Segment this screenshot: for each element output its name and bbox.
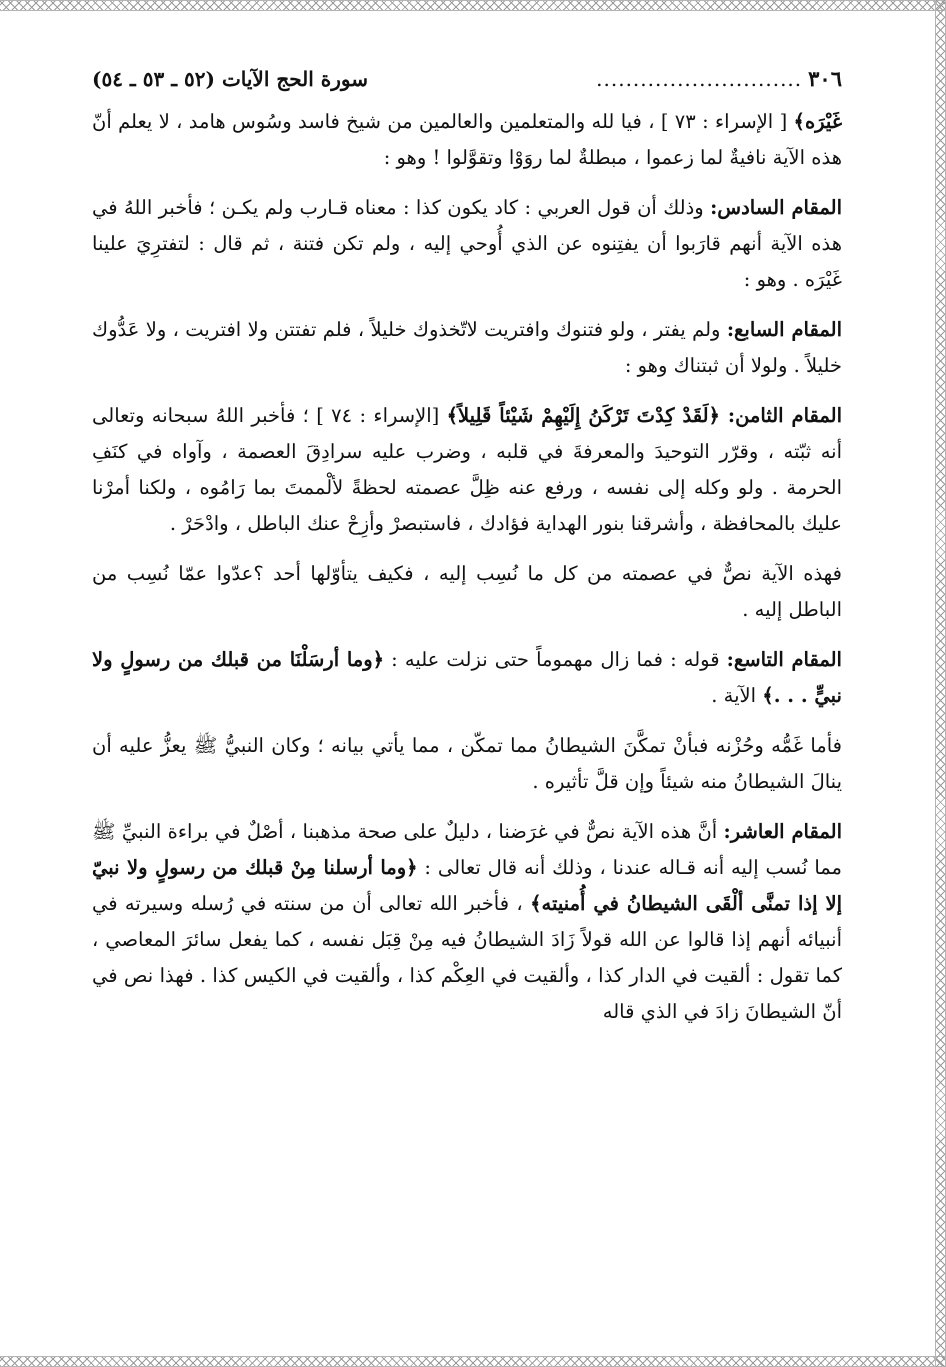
quran-quote: ﴿وما أرسلنا مِنْ قبلك من رسولٍ ولا نبيّ إلا إذا تمنَّى ألْقَى الشيطانُ في أُمنيته﴾ bbox=[92, 856, 842, 915]
text-segment: فهذه الآية نصٌّ في عصمته من كل ما نُسِب إليه ، فكيف يتأوّلها أحد ؟عدّوا عمّا نُسِب من الباطل إليه . bbox=[92, 562, 842, 621]
header-dots: ............................ bbox=[596, 67, 803, 91]
paragraph bbox=[92, 814, 842, 1030]
page-content bbox=[92, 66, 842, 1044]
quran-quote: ﴿وما أرسَلْنَا من قبلك من رسولٍ ولا نبيٍّ . . .﴾ bbox=[92, 648, 842, 707]
paragraph bbox=[92, 398, 842, 542]
text-segment: وذلك أن قول العربي : كاد يكون كذا : معناه قـارب ولم يكـن ؛ فأخبر اللهُ في هذه الآية أنهم قارَبوا أن يفتِنوه عن الذي أُوحي إليه ، ولم تكن فتنة ، ثم قال : لتفترِيَ علينا غَيْرَه . وهو : bbox=[92, 196, 842, 291]
page-border-top bbox=[0, 0, 946, 11]
body-text bbox=[92, 104, 842, 1030]
page-number: ٣٠٦ bbox=[808, 66, 842, 91]
section-lead: المقام التاسع: bbox=[726, 648, 842, 671]
quran-quote: ﴿لَقَدْ كِدْتَ تَرْكَنُ إِلَيْهِمْ شَيْئاً قَلِيلاً﴾ bbox=[446, 404, 728, 427]
chapter-title: سورة الحج الآيات (٥٢ ـ ٥٣ ـ ٥٤) bbox=[92, 67, 369, 91]
text-segment: الآية . bbox=[711, 684, 763, 707]
text-segment: [ الإسراء : ٧٣ ] ، فيا لله والمتعلمين والعالمين من شيخ فاسد وسُوس هامد ، لا يعلم أنّ هذه الآية نافيةٌ لما زعموا ، مبطلةٌ لما روَوْا وتقوَّلوا ! وهو : bbox=[92, 110, 842, 169]
section-lead: المقام السابع: bbox=[726, 318, 842, 341]
paragraph bbox=[92, 728, 842, 800]
running-header bbox=[92, 66, 842, 104]
text-segment: قوله : فما زال مهموماً حتى نزلت عليه : bbox=[384, 648, 727, 671]
section-lead: المقام الثامن: bbox=[727, 404, 843, 427]
text-segment: أنَّ هذه الآية نصٌّ في غرَضنا ، دليلٌ على صحة مذهبنا ، أصْلٌ في براءة النبيِّ ﷺ مما نُسب إليه أنه قـاله عندنا ، وذلك أنه قال تعالى : bbox=[92, 820, 842, 879]
paragraph bbox=[92, 190, 842, 298]
text-segment: [الإسراء : ٧٤ ] ؛ فأخبر اللهُ سبحانه وتعالى أنه ثبّته ، وقرّر التوحيدَ والمعرفةَ في قلبه ، وضرب عليه سرادِقَ العصمة ، وآواه في كنَفِ الحرمة . ولو وكله إلى نفسه ، ورفع عنه ظِلَّ عصمته لحظةً لألْممتَ بما رَامُوه ، ولكنا أمرْنا عليك بالمحافظة ، وأشرقنا بنور الهداية فؤادك ، فاستبصرْ وأزِحْ عنك الباطل ، وادْحَرْ . bbox=[92, 404, 842, 535]
section-lead: المقام السادس: bbox=[710, 196, 842, 219]
paragraph bbox=[92, 104, 842, 176]
text-segment: فأما غَمُّه وحُزْنه فبأنْ تمكَّنَ الشيطانُ مما تمكّن ، مما يأتي بيانه ؛ وكان النبيُّ ﷺ يعزُّ عليه أن ينالَ الشيطانُ منه شيئاً وإن قلَّ تأثيره . bbox=[92, 734, 842, 793]
page-border-right bbox=[935, 0, 946, 1367]
page-border-bottom bbox=[0, 1356, 946, 1367]
text-segment: ، فأخبر الله تعالى أن من سنته في رُسله وسيرته في أنبيائه أنهم إذا قالوا عن الله قولاً زَادَ الشيطانُ فيه مِنْ قِبَل نفسه ، كما يفعل سائرَ المعاصي ، كما تقول : ألقيت في الدار كذا ، وألقيت في العِكْم كذا ، وألقيت في الكيس كذا . فهذا نص في أنّ الشيطانَ زادَ في الذي قاله bbox=[92, 892, 842, 1023]
text-segment: ولم يفتر ، ولو فتنوك وافتريت لاتّخذوك خليلاً ، فلم تفتتن ولا افتريت ، ولا عَدُّوك خليلاً . ولولا أن ثبتناك وهو : bbox=[92, 318, 842, 377]
paragraph bbox=[92, 556, 842, 628]
paragraph bbox=[92, 312, 842, 384]
paragraph bbox=[92, 642, 842, 714]
quran-quote: غَيْرَه﴾ bbox=[793, 110, 843, 133]
section-lead: المقام العاشر: bbox=[723, 820, 842, 843]
